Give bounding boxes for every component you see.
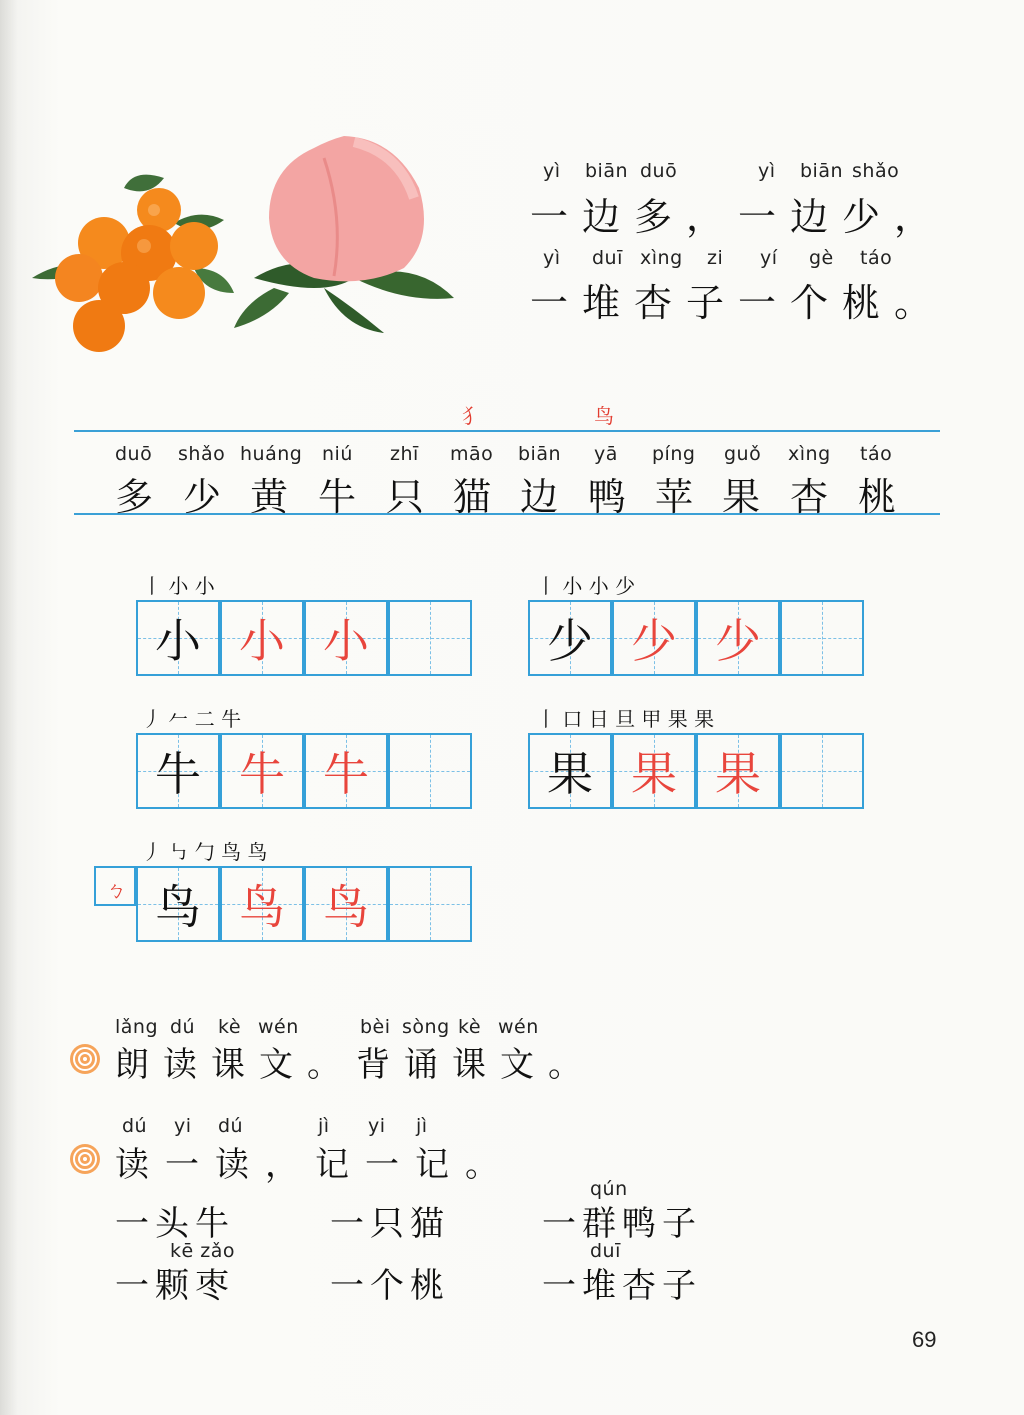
phrase-6: 一堆杏子 bbox=[542, 1266, 702, 1306]
ex1-pinyin-8: wén bbox=[498, 1016, 539, 1038]
vocab-pinyin-12: táo bbox=[860, 443, 893, 465]
grid-cell bbox=[528, 600, 612, 676]
poem-pinyin-12: gè bbox=[809, 247, 834, 269]
vocab-pinyin-10: guǒ bbox=[724, 443, 762, 465]
poem-line-2: 一堆杏子一个桃。 bbox=[530, 281, 947, 325]
ex2-pinyin-1: dú bbox=[122, 1115, 148, 1137]
grid-cell bbox=[696, 600, 780, 676]
trace-char-guo: 果 bbox=[631, 747, 677, 801]
radical-dog: 犭 bbox=[462, 404, 482, 428]
apricot-pile bbox=[55, 188, 218, 352]
poem-pinyin-6: shǎo bbox=[852, 160, 900, 182]
vocab-top-rule bbox=[74, 430, 940, 432]
vocab-char-7: 边 bbox=[520, 475, 559, 519]
poem-pinyin-11: yí bbox=[760, 247, 778, 269]
ex1-pinyin-7: kè bbox=[458, 1016, 482, 1038]
ex1-pinyin-4: wén bbox=[258, 1016, 299, 1038]
grid-cell bbox=[136, 733, 220, 809]
ex1-text-b: 背诵课文。 bbox=[356, 1045, 596, 1085]
phrase-2: 一只猫 bbox=[330, 1204, 450, 1244]
vocab-pinyin-1: duō bbox=[115, 443, 153, 465]
poem-pinyin-7: yì bbox=[543, 247, 561, 269]
blank-practice-cell[interactable] bbox=[388, 866, 472, 942]
vocab-char-11: 杏 bbox=[790, 475, 829, 519]
grid-cell bbox=[136, 866, 220, 942]
poem-pinyin-10: zi bbox=[707, 247, 724, 269]
apricot-peach-illustration bbox=[24, 128, 494, 360]
poem-pinyin-5: biān bbox=[800, 160, 844, 182]
radical-bird: 鸟 bbox=[594, 404, 614, 428]
ex1-pinyin-5: bèi bbox=[360, 1016, 391, 1038]
vocab-char-6: 猫 bbox=[453, 475, 492, 519]
vocab-char-12: 桃 bbox=[858, 475, 897, 519]
vocab-pinyin-7: biān bbox=[518, 443, 562, 465]
spiral-bullet-icon bbox=[68, 1142, 102, 1176]
blank-practice-cell[interactable] bbox=[780, 733, 864, 809]
peach bbox=[269, 136, 424, 281]
grid-cell bbox=[304, 600, 388, 676]
ex1-text-a: 朗读课文。 bbox=[115, 1045, 355, 1085]
trace-char-niu: 牛 bbox=[239, 747, 285, 801]
poem-pinyin-3: duō bbox=[640, 160, 678, 182]
vocab-pinyin-3: huáng bbox=[240, 443, 303, 465]
ex2-pinyin-3: dú bbox=[218, 1115, 244, 1137]
model-char-shao: 少 bbox=[547, 614, 593, 668]
vocab-char-3: 黄 bbox=[250, 475, 289, 519]
trace-char-niao: 鸟 bbox=[239, 880, 285, 934]
model-char-niao: 鸟 bbox=[155, 880, 201, 934]
phrase-1: 一头牛 bbox=[115, 1204, 235, 1244]
poem-pinyin-2: biān bbox=[585, 160, 629, 182]
stroke-order-niu: 丿 𠂉 二 牛 bbox=[142, 707, 242, 731]
grid-cell bbox=[220, 733, 304, 809]
trace-char-shao: 少 bbox=[631, 614, 677, 668]
blank-practice-cell[interactable] bbox=[388, 600, 472, 676]
radical-hint: ㄅ bbox=[106, 878, 126, 902]
phrase-3: 一群鸭子 bbox=[542, 1204, 702, 1244]
ex2-pinyin-2: yi bbox=[174, 1115, 192, 1137]
model-char-xiao: 小 bbox=[155, 614, 201, 668]
page-number: 69 bbox=[912, 1327, 937, 1352]
poem-pinyin-9: xìng bbox=[640, 247, 683, 269]
phrase-pinyin-dui: duī bbox=[590, 1240, 621, 1262]
trace-char-xiao: 小 bbox=[323, 614, 369, 668]
grid-cell bbox=[220, 600, 304, 676]
grid-cell bbox=[220, 866, 304, 942]
poem-pinyin-8: duī bbox=[592, 247, 623, 269]
vocab-pinyin-9: píng bbox=[652, 443, 696, 465]
phrase-5: 一个桃 bbox=[330, 1266, 450, 1306]
poem-pinyin-1: yì bbox=[543, 160, 561, 182]
blank-practice-cell[interactable] bbox=[780, 600, 864, 676]
trace-char-niu: 牛 bbox=[323, 747, 369, 801]
vocab-pinyin-6: māo bbox=[450, 443, 494, 465]
vocab-char-4: 牛 bbox=[318, 475, 357, 519]
grid-cell bbox=[528, 733, 612, 809]
vocab-pinyin-11: xìng bbox=[788, 443, 831, 465]
trace-char-niao: 鸟 bbox=[323, 880, 369, 934]
vocab-char-5: 只 bbox=[386, 475, 425, 519]
phrase-4: 一颗枣 bbox=[115, 1266, 235, 1306]
phrase-pinyin-qun: qún bbox=[590, 1178, 628, 1200]
model-char-guo: 果 bbox=[547, 747, 593, 801]
stroke-order-guo: 丨 口 日 旦 甲 果 果 bbox=[536, 707, 715, 731]
vocab-char-8: 鸭 bbox=[588, 475, 627, 519]
vocab-char-1: 多 bbox=[115, 475, 154, 519]
phrase-pinyin-kezao: kē zǎo bbox=[170, 1240, 235, 1262]
ex2-pinyin-6: jì bbox=[416, 1115, 428, 1137]
stroke-order-xiao: 丨 小 小 bbox=[142, 574, 215, 598]
radical-box bbox=[94, 866, 136, 906]
stroke-order-shao: 丨 小 小 少 bbox=[536, 574, 636, 598]
ex2-pinyin-4: jì bbox=[318, 1115, 330, 1137]
vocab-pinyin-4: niú bbox=[322, 443, 353, 465]
ex2-text: 读一读，记一记。 bbox=[115, 1145, 515, 1185]
trace-char-shao: 少 bbox=[715, 614, 761, 668]
grid-cell bbox=[304, 733, 388, 809]
trace-char-guo: 果 bbox=[715, 747, 761, 801]
grid-cell bbox=[136, 600, 220, 676]
grid-cell bbox=[304, 866, 388, 942]
spiral-bullet-icon bbox=[68, 1042, 102, 1076]
ex2-pinyin-5: yi bbox=[368, 1115, 386, 1137]
vocab-char-2: 少 bbox=[183, 475, 222, 519]
grid-cell bbox=[696, 733, 780, 809]
vocab-pinyin-2: shǎo bbox=[178, 443, 226, 465]
vocab-char-9: 苹 bbox=[655, 475, 694, 519]
trace-char-xiao: 小 bbox=[239, 614, 285, 668]
blank-practice-cell[interactable] bbox=[388, 733, 472, 809]
grid-cell bbox=[612, 733, 696, 809]
poem-line-1: 一边多，一边少， bbox=[530, 195, 947, 239]
grid-cell bbox=[612, 600, 696, 676]
ex1-pinyin-3: kè bbox=[218, 1016, 242, 1038]
vocab-pinyin-8: yā bbox=[594, 443, 618, 465]
ex1-pinyin-1: lǎng bbox=[115, 1016, 159, 1038]
ex1-pinyin-6: sòng bbox=[402, 1016, 450, 1038]
poem-pinyin-4: yì bbox=[758, 160, 776, 182]
ex1-pinyin-2: dú bbox=[170, 1016, 196, 1038]
stroke-order-niao: 丿 ㇉ 勹 鸟 鸟 bbox=[142, 840, 268, 864]
vocab-pinyin-5: zhī bbox=[390, 443, 419, 465]
poem-pinyin-13: táo bbox=[860, 247, 893, 269]
model-char-niu: 牛 bbox=[155, 747, 201, 801]
vocab-char-10: 果 bbox=[722, 475, 761, 519]
